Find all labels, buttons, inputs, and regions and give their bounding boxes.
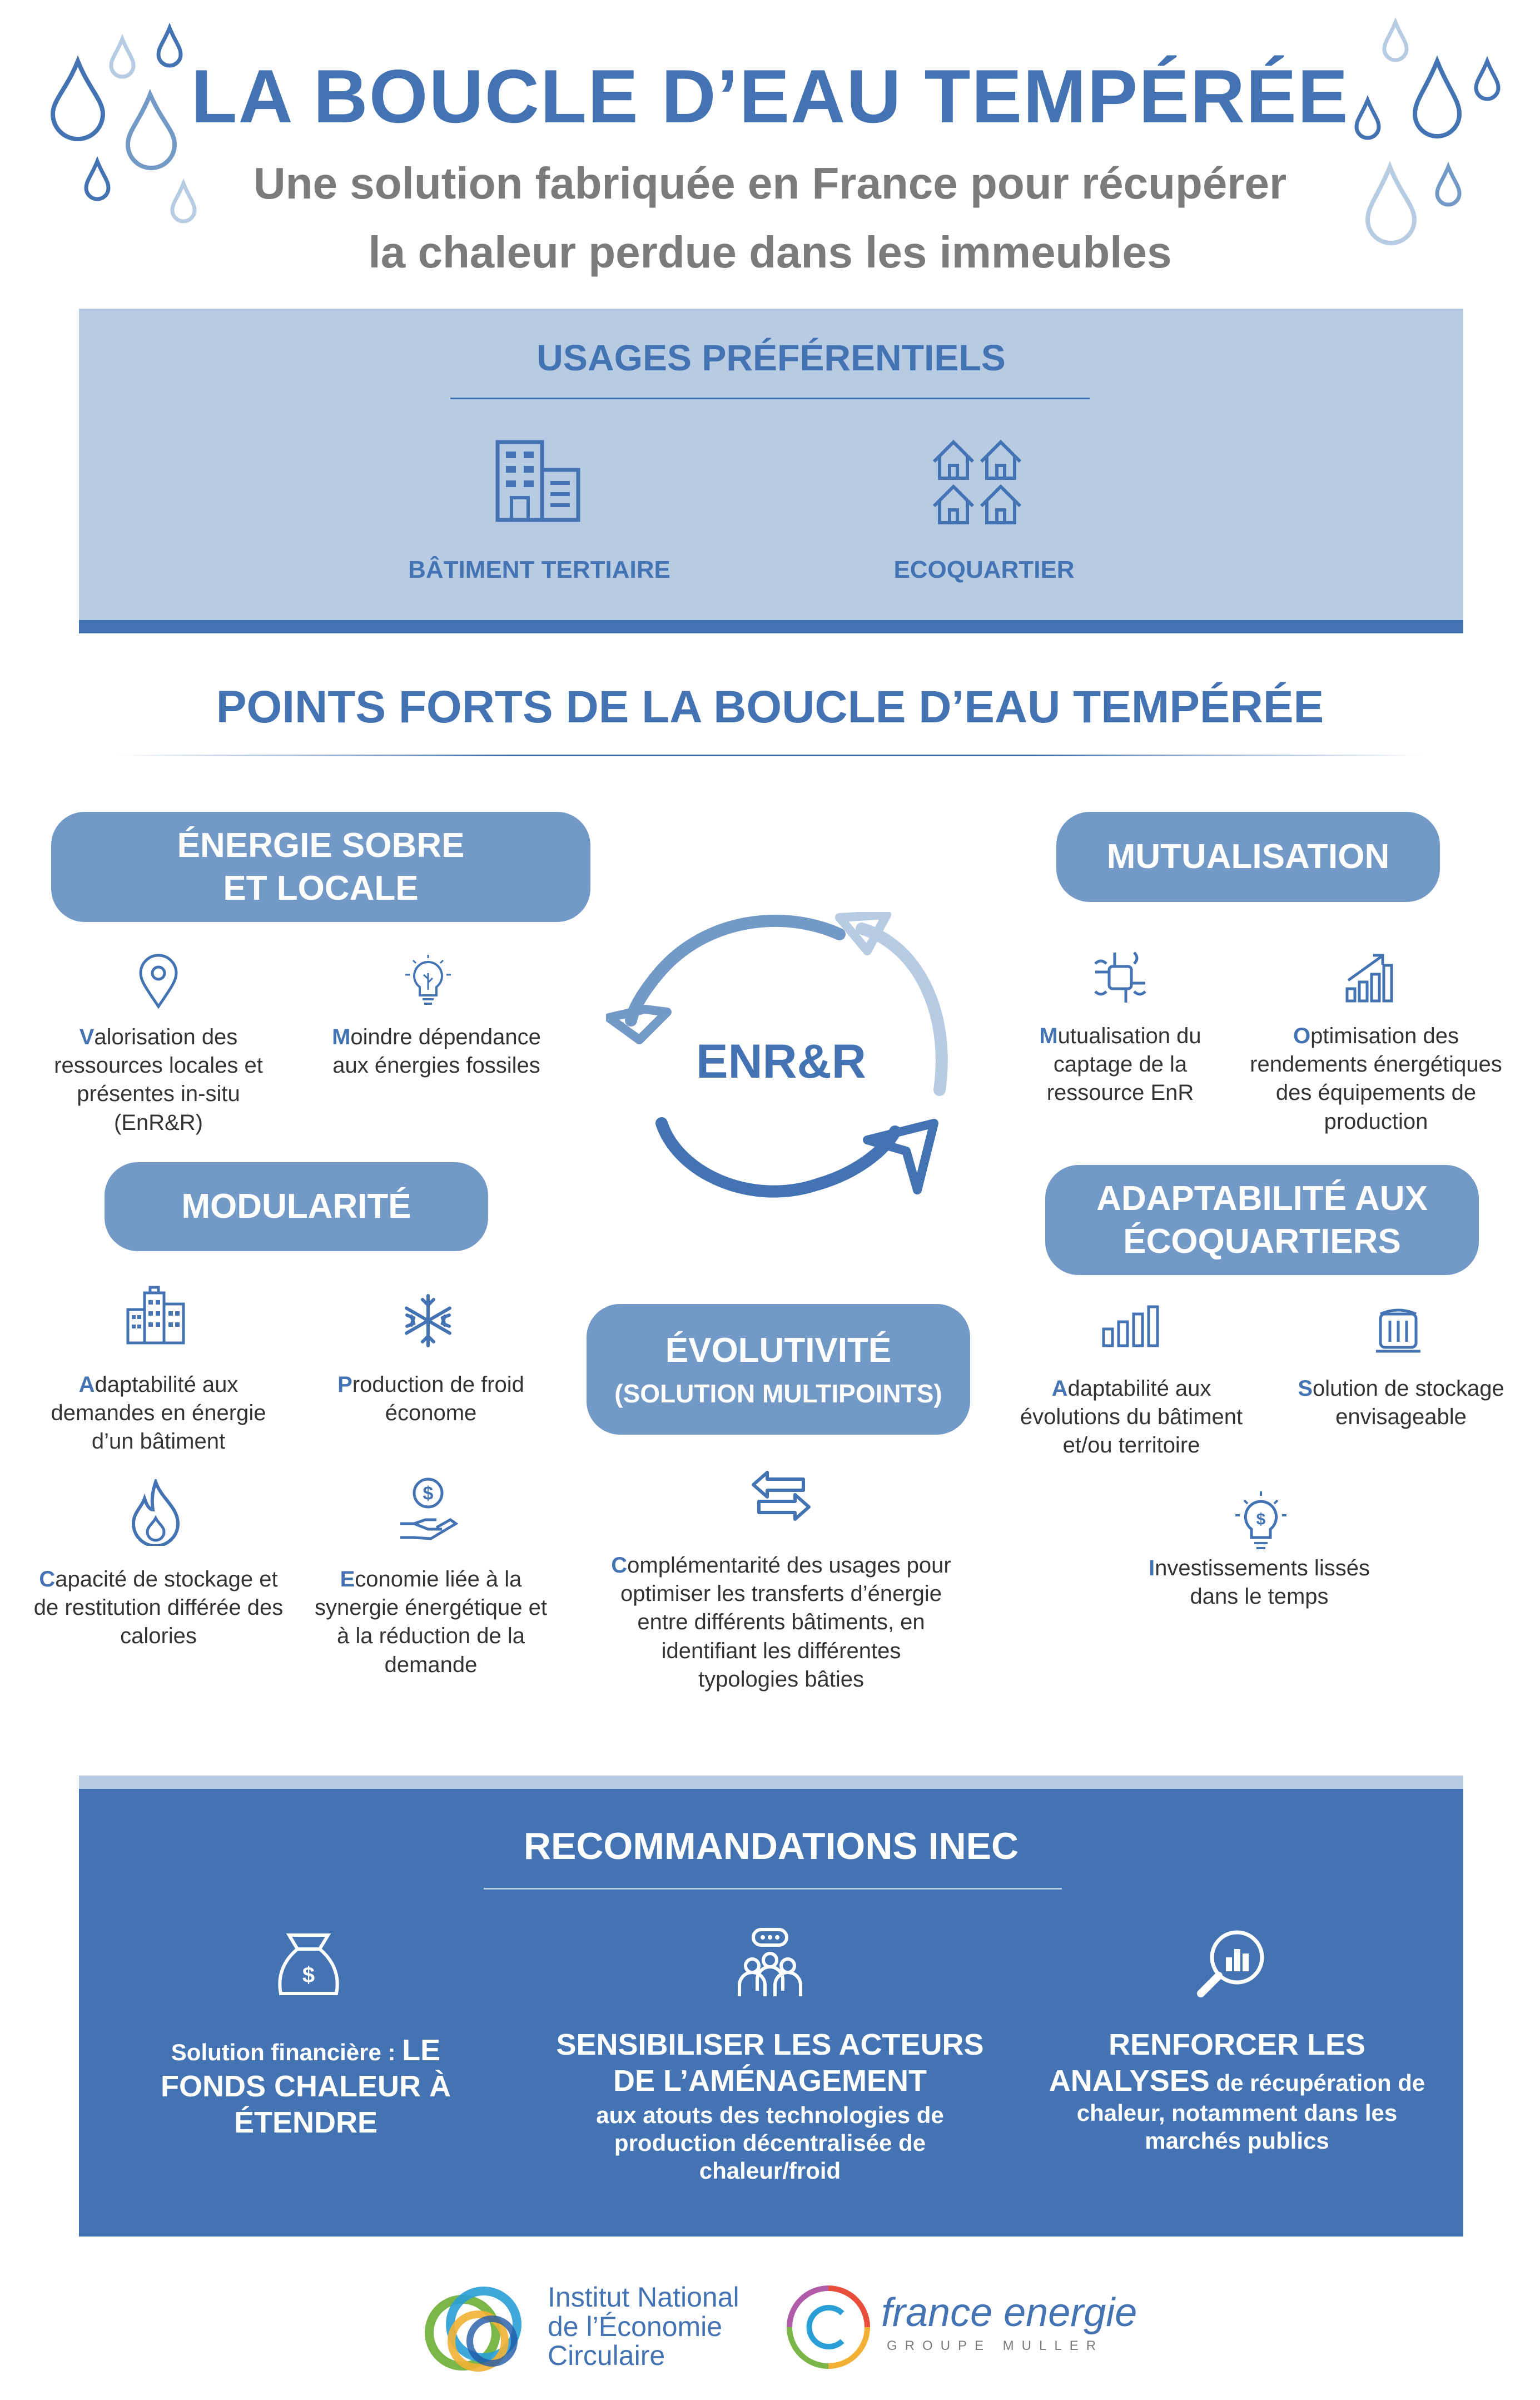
city-buildings-icon bbox=[125, 1285, 186, 1346]
bar-chart-icon bbox=[1101, 1304, 1162, 1348]
recommendation-3-big-b: ANALYSES bbox=[1049, 2064, 1210, 2097]
page-subtitle bbox=[0, 149, 1540, 287]
energie-title-line-1: ÉNERGIE SOBRE bbox=[177, 826, 465, 865]
evolutivite-pill bbox=[587, 1304, 970, 1435]
inec-line-1: Institut National bbox=[548, 2282, 739, 2313]
modularite-title: MODULARITÉ bbox=[181, 1187, 411, 1226]
france-energie-subtitle: GROUPE MULLER bbox=[887, 2338, 1104, 2353]
modularite-item-1: Adaptabilité aux demandes en énergie d’un bâtiment bbox=[51, 1372, 266, 1454]
center-label: ENR&R bbox=[696, 1035, 866, 1088]
adaptabilite-item-2: Solution de stockage envisageable bbox=[1298, 1376, 1504, 1430]
recommendation-1-big-a: LE bbox=[402, 2034, 441, 2067]
location-pin-icon bbox=[136, 954, 181, 1009]
recommendation-2-small: aux atouts des technologies de production décentralisée de chaleur/froid bbox=[596, 2101, 944, 2184]
modularite-item-2: Production de froid économe bbox=[337, 1372, 524, 1426]
mutualisation-item-1: Mutualisation du captage de la ressource EnR bbox=[1039, 1024, 1201, 1105]
svg-text:$: $ bbox=[423, 1483, 434, 1504]
france-energie-name: france energie bbox=[881, 2290, 1137, 2335]
magnifier-chart-icon bbox=[1195, 1927, 1268, 1999]
usage-label-tertiaire: BÂTIMENT TERTIAIRE bbox=[408, 556, 670, 583]
growth-chart-icon bbox=[1343, 950, 1398, 1005]
page-subtitle-line-1: Une solution fabriquée en France pour récupérer bbox=[253, 158, 1287, 208]
energie-pill bbox=[51, 812, 590, 922]
money-bulb-icon bbox=[1233, 1490, 1289, 1551]
houses-icon bbox=[931, 437, 1026, 528]
recommendation-3-small-b: chaleur, notamment dans les marchés publics bbox=[1076, 2099, 1398, 2154]
energie-title-line-2: ET LOCALE bbox=[223, 869, 419, 908]
adaptabilite-item-3: Investissements lissés dans le temps bbox=[1149, 1556, 1370, 1609]
eco-bulb-icon bbox=[403, 954, 453, 1009]
svg-text:$: $ bbox=[302, 1963, 315, 1987]
recommendations-title: RECOMMANDATIONS INEC bbox=[523, 1825, 1019, 1867]
recommendation-2 bbox=[548, 2027, 992, 2185]
points-title: POINTS FORTS DE LA BOUCLE D’EAU TEMPÉRÉE bbox=[216, 682, 1324, 732]
inec-line-3: Circulaire bbox=[548, 2340, 665, 2371]
evolutivite-title: ÉVOLUTIVITÉ bbox=[665, 1331, 892, 1370]
inec-line-2: de l’Économie bbox=[548, 2310, 723, 2342]
recommendation-1 bbox=[133, 2032, 478, 2140]
mutualisation-title: MUTUALISATION bbox=[1106, 837, 1390, 876]
evolutivite-subtitle: (SOLUTION MULTIPOINTS) bbox=[614, 1378, 942, 1408]
usages-title: USAGES PRÉFÉRENTIELS bbox=[536, 337, 1006, 378]
joined-hands-icon bbox=[1092, 950, 1148, 1005]
mutualisation-item-2: Optimisation des rendements énergétiques des équipements de production bbox=[1250, 1024, 1502, 1134]
evolutivite-item: Complémentarité des usages pour optimiser les transferts d’énergie entre différents bâtiments, en identifiant les différentes typologies bâties bbox=[611, 1553, 951, 1692]
inec-logo-text bbox=[548, 2283, 781, 2371]
money-bag-icon bbox=[275, 1930, 342, 2002]
storage-tank-icon bbox=[1370, 1304, 1426, 1354]
recommendation-3-big-a: RENFORCER LES bbox=[1108, 2028, 1366, 2061]
adaptabilite-title-line-2: ÉCOQUARTIERS bbox=[1123, 1222, 1401, 1261]
money-hand-icon bbox=[398, 1476, 459, 1543]
modularite-pill bbox=[105, 1162, 488, 1251]
recommendation-3 bbox=[1045, 2027, 1429, 2155]
adaptabilite-title-line-1: ADAPTABILITÉ AUX bbox=[1096, 1179, 1428, 1218]
france-energie-logo-icon bbox=[784, 2283, 873, 2372]
inec-logo-icon bbox=[423, 2280, 539, 2377]
energie-item-1: Valorisation des ressources locales et présentes in-situ (EnR&R) bbox=[54, 1025, 263, 1135]
snowflake-icon bbox=[400, 1293, 456, 1348]
exchange-arrows-icon bbox=[748, 1468, 814, 1524]
page-title: LA BOUCLE D’EAU TEMPÉRÉE bbox=[191, 54, 1349, 138]
flame-icon bbox=[128, 1479, 183, 1546]
svg-text:$: $ bbox=[1256, 1510, 1266, 1529]
recommendation-1-big-b: FONDS CHALEUR À ÉTENDRE bbox=[161, 2069, 451, 2139]
recommendation-1-small: Solution financière : bbox=[171, 2039, 403, 2065]
points-title-rule bbox=[117, 755, 1423, 756]
recommendation-3-small-a: de récupération de bbox=[1209, 2069, 1425, 2096]
recommendation-2-big: SENSIBILISER LES ACTEURS DE L’AMÉNAGEMENT bbox=[556, 2028, 984, 2097]
usage-label-ecoquartier: ECOQUARTIER bbox=[893, 556, 1075, 583]
page-subtitle-line-2: la chaleur perdue dans les immeubles bbox=[368, 227, 1172, 277]
energie-item-2: Moindre dépendance aux énergies fossiles bbox=[332, 1025, 541, 1078]
office-building-icon bbox=[495, 439, 584, 523]
people-group-icon bbox=[734, 1927, 806, 1999]
adaptabilite-item-1: Adaptabilité aux évolutions du bâtiment et/ou territoire bbox=[1020, 1376, 1243, 1458]
usages-title-rule bbox=[450, 398, 1090, 399]
modularite-item-4: Economie liée à la synergie énergétique et à la réduction de la demande bbox=[314, 1567, 548, 1677]
modularite-item-3: Capacité de stockage et de restitution différée des calories bbox=[33, 1567, 284, 1649]
recommendations-title-rule bbox=[484, 1888, 1062, 1890]
adaptabilite-pill bbox=[1045, 1165, 1479, 1275]
usages-bottom-bar bbox=[79, 620, 1463, 633]
recommendations-top-bar bbox=[79, 1776, 1463, 1789]
mutualisation-pill bbox=[1056, 812, 1440, 902]
